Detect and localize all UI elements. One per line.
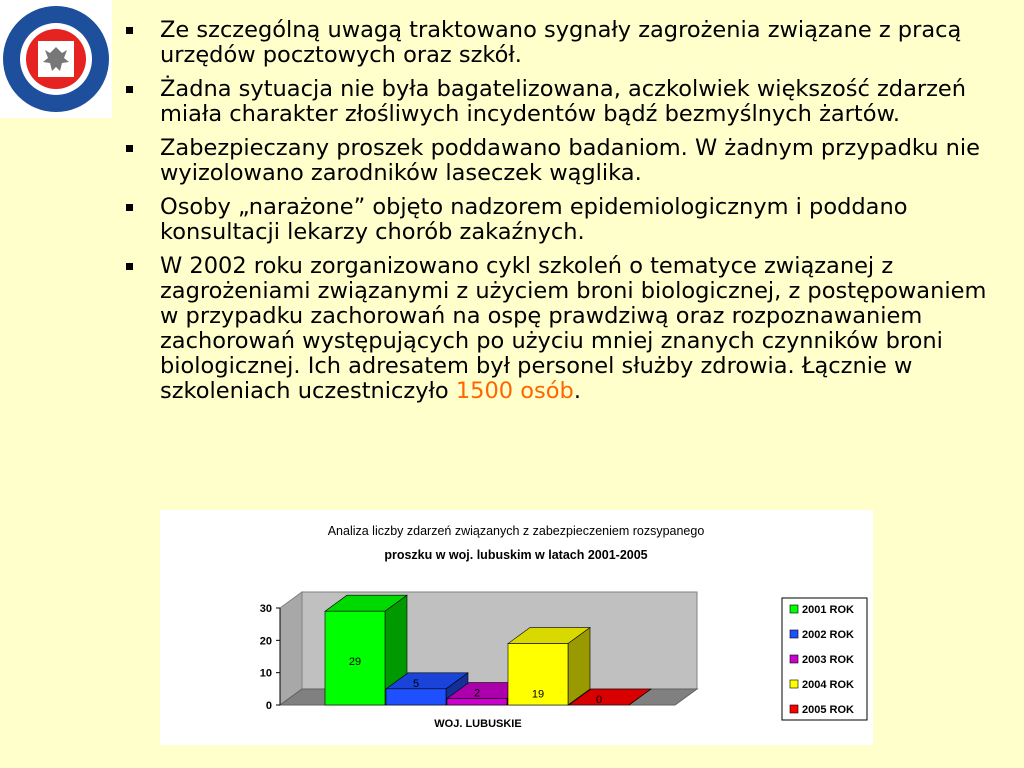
y-tick-label: 30 xyxy=(259,603,272,615)
legend-swatch xyxy=(790,655,798,663)
y-tick-label: 20 xyxy=(259,635,272,648)
bar-value-label: 0 xyxy=(595,694,603,706)
bullet-square-icon xyxy=(126,145,133,152)
bullet-item xyxy=(118,254,998,404)
bullet-square-icon xyxy=(126,27,133,34)
bullet-text: Ze szczególną uwagą traktowano sygnały zagrożenia związane z pracą urzędów pocztowych oraz szkół. xyxy=(160,17,962,68)
chart-title-line-2: proszku w woj. lubuskim w latach 2001-2005 xyxy=(384,548,648,562)
bullet-square-icon xyxy=(126,86,133,93)
legend-label: 2003 ROK xyxy=(802,654,854,666)
bullet-square-icon xyxy=(126,263,133,270)
bar-value-label: 29 xyxy=(348,656,362,669)
bullet-text: W 2002 roku zorganizowano cykl szkoleń o tematyce związanej z zagrożeniami związanymi z użyciem broni biologicznej, z postępowaniem w przypadku zachorowań na ospę prawdziwą oraz rozpoznawaniem zachorowań występujących po użyciu mniej znanych czynników broni biologicznej. Ich adresatem był personel służby zdrowia. Łącznie w szkoleniach uczestniczyło xyxy=(160,253,987,404)
bar-value-label: 5 xyxy=(412,677,420,690)
bullet-square-icon xyxy=(126,204,133,211)
logo xyxy=(0,0,112,118)
legend-swatch xyxy=(790,680,798,688)
legend-label: 2004 ROK xyxy=(802,679,854,691)
bar-value-label: 2 xyxy=(473,687,481,700)
bar-chart xyxy=(160,510,873,745)
legend-label: 2002 ROK xyxy=(802,629,854,641)
legend-swatch xyxy=(790,605,798,613)
bar-2004-rok xyxy=(508,628,590,705)
legend-swatch xyxy=(790,630,798,638)
legend-label: 2005 ROK xyxy=(802,704,854,716)
bullet-text: Osoby „narażone” objęto nadzorem epidemiologicznym i poddano konsultacji lekarzy chorób zakaźnych. xyxy=(160,194,908,245)
chart-side-wall xyxy=(280,592,302,705)
legend-label: 2001 ROK xyxy=(802,604,854,616)
plot-area xyxy=(260,592,697,730)
inspekcja-logo-seal xyxy=(0,0,112,118)
bullet-text: Zabezpieczany proszek poddawano badaniom. W żadnym przypadku nie wyizolowano zarodników laseczek wąglika. xyxy=(160,135,981,186)
y-tick-label: 10 xyxy=(259,667,272,680)
bar-front xyxy=(386,689,446,705)
chart-legend xyxy=(782,598,867,720)
bullet-item xyxy=(118,77,998,127)
participants-highlight: 1500 osób xyxy=(455,378,574,404)
y-tick-label: 0 xyxy=(265,700,272,712)
legend-swatch xyxy=(790,705,798,713)
chart-container xyxy=(160,510,873,745)
x-axis-label: WOJ. LUBUSKIE xyxy=(434,718,522,730)
bullet-suffix: . xyxy=(573,378,581,404)
bullet-item xyxy=(118,18,998,68)
chart-title-line-1: Analiza liczby zdarzeń związanych z zabezpieczeniem rozsypanego xyxy=(327,524,705,538)
bullet-list xyxy=(118,18,998,413)
bullet-item xyxy=(118,136,998,186)
bullet-item xyxy=(118,195,998,245)
bar-value-label: 19 xyxy=(531,688,545,701)
bullet-text: Żadna sytuacja nie była bagatelizowana, aczkolwiek większość zdarzeń miała charakter złośliwych incydentów bądź bezmyślnych żartów. xyxy=(160,76,967,127)
